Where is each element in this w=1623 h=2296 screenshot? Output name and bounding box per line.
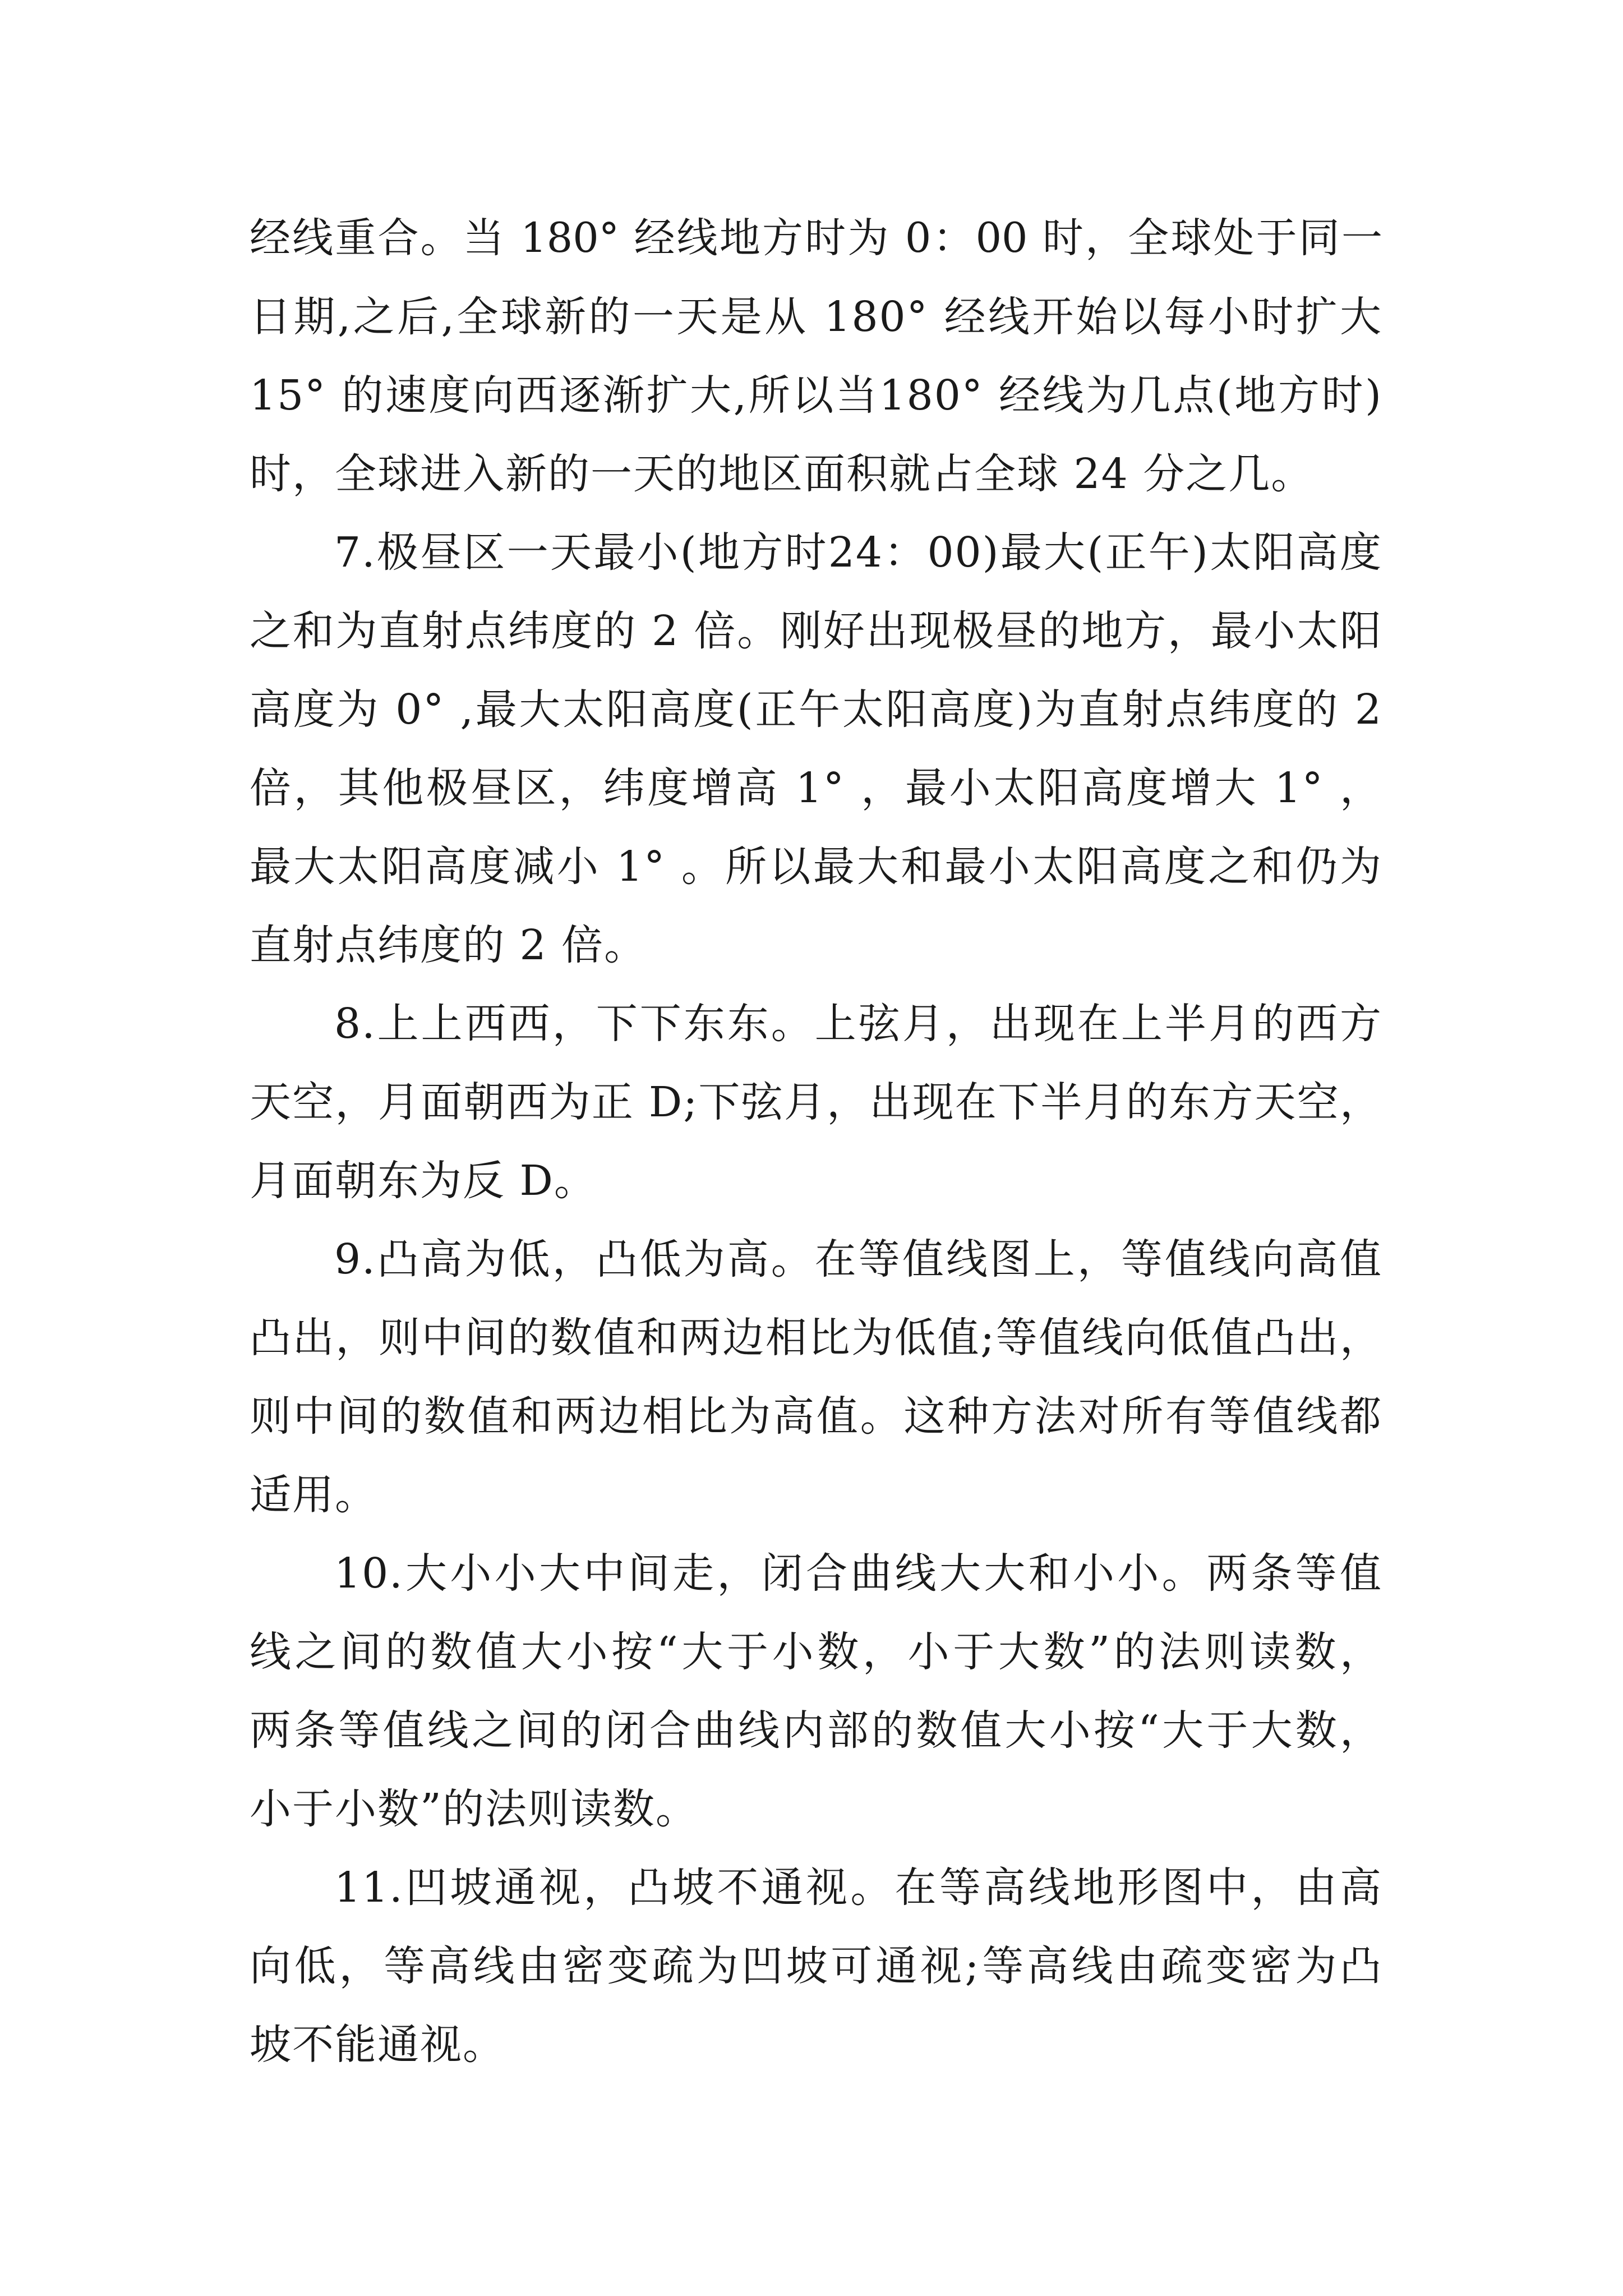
paragraph-line: 适用。 [250, 1471, 377, 1519]
paragraph-line: 凸出，则中间的数值和两边相比为低值;等值线向低值凸出， [250, 1314, 1382, 1362]
paragraph-line: 7.极昼区一天最小(地方时24：00)最大(正午)太阳高度 [334, 528, 1382, 577]
paragraph-line: 则中间的数值和两边相比为高值。这种方法对所有等值线都 [250, 1392, 1382, 1441]
paragraph-line: 线之间的数值大小按“大于小数，小于大数”的法则读数， [250, 1628, 1382, 1676]
paragraph-line: 最大太阳高度减小 1° 。所以最大和最小太阳高度之和仍为 [250, 843, 1382, 891]
paragraph-line: 小于小数”的法则读数。 [250, 1785, 698, 1833]
paragraph-line: 之和为直射点纬度的 2 倍。刚好出现极昼的地方，最小太阳 [250, 607, 1382, 655]
paragraph-line: 8.上上西西，下下东东。上弦月，出现在上半月的西方 [334, 1000, 1382, 1048]
paragraph-line: 9.凸高为低，凸低为高。在等值线图上，等值线向高值 [334, 1235, 1382, 1283]
paragraph-line: 月面朝东为反 D。 [250, 1157, 597, 1205]
paragraph-line: 时，全球进入新的一天的地区面积就占全球 24 分之几。 [250, 450, 1314, 498]
paragraph-line: 向低，等高线由密变疏为凹坡可通视;等高线由疏变密为凸 [250, 1942, 1382, 1990]
paragraph-line: 10.大小小大中间走，闭合曲线大大和小小。两条等值 [334, 1549, 1382, 1598]
paragraph-line: 高度为 0° ,最大太阳高度(正午太阳高度)为直射点纬度的 2 [250, 685, 1382, 734]
paragraph-line: 日期,之后,全球新的一天是从 180° 经线开始以每小时扩大 [250, 293, 1382, 341]
paragraph-line: 坡不能通视。 [250, 2021, 505, 2069]
paragraph-line: 倍，其他极昼区，纬度增高 1° ，最小太阳高度增大 1° ， [250, 764, 1382, 812]
paragraph-line: 11.凹坡通视，凸坡不通视。在等高线地形图中，由高 [334, 1864, 1382, 1912]
paragraph-line: 15° 的速度向西逐渐扩大,所以当180° 经线为几点(地方时) [250, 371, 1382, 420]
paragraph-line: 两条等值线之间的闭合曲线内部的数值大小按“大于大数， [250, 1706, 1382, 1755]
paragraph-line: 直射点纬度的 2 倍。 [250, 921, 647, 969]
paragraph-line: 天空，月面朝西为正 D;下弦月，出现在下半月的东方天空， [250, 1078, 1382, 1126]
paragraph-line: 经线重合。当 180° 经线地方时为 0：00 时，全球处于同一 [250, 214, 1382, 262]
